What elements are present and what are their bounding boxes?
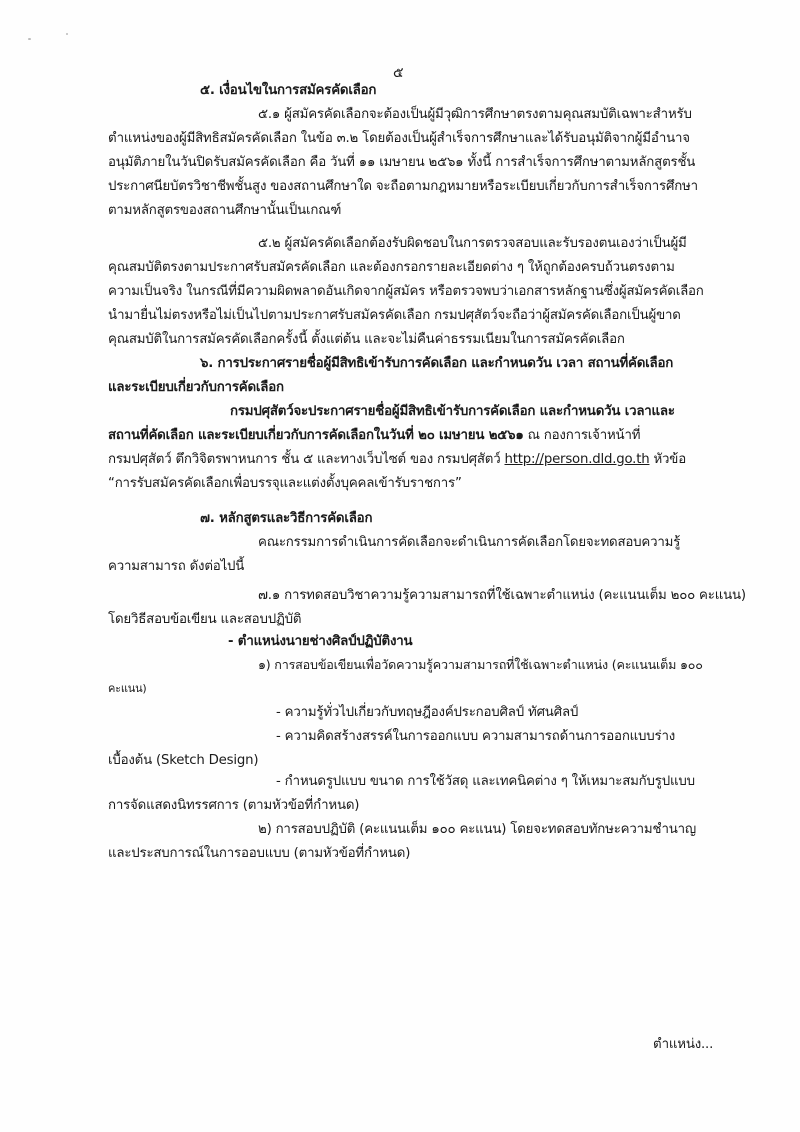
written-exam-line: คะแนน) — [108, 682, 147, 695]
position-title: - ตำแหน่งนายช่างศิลป์ปฏิบัติงาน — [228, 634, 413, 649]
location-text: กรมปศุสัตว์ ตึกวิจิตรพาหนการ ชั้น ๕ และทางเว็บไซต์ ของ กรมปศุสัตว์ — [108, 452, 505, 467]
written-exam-line: ๑) การสอบข้อเขียนเพื่อวัดความรู้ความสามารถที่ใช้เฉพาะตำแหน่ง (คะแนนเต็ม ๑๐๐ — [258, 657, 703, 672]
practical-exam-line: ๒) การสอบปฏิบัติ (คะแนนเต็ม ๑๐๐ คะแนน) โดยจะทดสอบทักษะความชำนาญ — [258, 822, 697, 837]
paragraph-5-1-line: ๕.๑ ผู้สมัครคัดเลือกจะต้องเป็นผู้มีวุฒิการศึกษาตรงตามคุณสมบัติเฉพาะสำหรับ — [258, 107, 692, 122]
paragraph-7-1-line: ๗.๑ การทดสอบวิชาความรู้ความสามารถที่ใช้เฉพาะตำแหน่ง (คะแนนเต็ม ๒๐๐ คะแนน) — [258, 588, 746, 603]
paragraph-5-2-line: นำมายื่นไม่ตรงหรือไม่เป็นไปตามประกาศรับสมัครคัดเลือก กรมปศุสัตว์จะถือว่าผู้สมัครคัดเลือกเป็นผู้ขาด — [108, 308, 681, 323]
page-number: ๕ — [393, 65, 404, 81]
section-6-body-line: กรมปศุสัตว์จะประกาศรายชื่อผู้มีสิทธิเข้ารับการคัดเลือก และกำหนดวัน เวลาและ — [230, 404, 675, 419]
section-7-intro-line: ความสามารถ ดังต่อไปนี้ — [108, 559, 245, 574]
section-6-body-line: “การรับสมัครคัดเลือกเพื่อบรรจุและแต่งตั้งบุคคลเข้ารับราชการ” — [108, 476, 462, 491]
exam-topic: - ความรู้ทั่วไปเกี่ยวกับทฤษฎีองค์ประกอบศิลป์ ทัศนศิลป์ — [276, 705, 579, 720]
section-7-intro-line: คณะกรรมการดำเนินการคัดเลือกจะดำเนินการคัดเลือกโดยจะทดสอบความรู้ — [258, 535, 681, 550]
website-link[interactable]: http://person.dld.go.th — [504, 452, 650, 467]
exam-topic-cont: เบื้องต้น (Sketch Design) — [108, 753, 259, 768]
exam-topic: - ความคิดสร้างสรรค์ในการออกแบบ ความสามารถด้านการออกแบบร่าง — [276, 729, 676, 744]
exam-topic-cont: การจัดแสดงนิทรรศการ (ตามหัวข้อที่กำหนด) — [108, 798, 360, 813]
paragraph-5-1-line: ประกาศนียบัตรวิชาชีพชั้นสูง ของสถานศึกษาใด จะถือตามกฎหมายหรือระเบียบเกี่ยวกับการสำเร็จการศึกษา — [108, 179, 698, 194]
paragraph-5-2-line: ๕.๒ ผู้สมัครคัดเลือกต้องรับผิดชอบในการตรวจสอบและรับรองตนเองว่าเป็นผู้มี — [258, 236, 687, 251]
section-6-heading-cont: และระเบียบเกี่ยวกับการคัดเลือก — [108, 380, 284, 395]
section-6-heading: ๖. การประกาศรายชื่อผู้มีสิทธิเข้ารับการคัดเลือก และกำหนดวัน เวลา สถานที่คัดเลือก — [200, 356, 674, 371]
exam-topic: - กำหนดรูปแบบ ขนาด การใช้วัสดุ และเทคนิคต่าง ๆ ให้เหมาะสมกับรูปแบบ — [276, 774, 695, 789]
paragraph-5-1-line: อนุมัติภายในวันปิดรับสมัครคัดเลือก คือ วันที่ ๑๑ เมษายน ๒๕๖๑ ทั้งนี้ การสำเร็จการศึกษาตามหลักสูตรชั้น — [108, 155, 696, 170]
section-6-body-line — [108, 427, 640, 445]
section-6-body-line — [108, 451, 686, 469]
practical-exam-line: และประสบการณ์ในการออบแบบ (ตามหัวข้อที่กำหนด) — [108, 846, 411, 861]
scan-speck — [28, 38, 31, 40]
paragraph-7-1-line: โดยวิธีสอบข้อเขียน และสอบปฏิบัติ — [108, 612, 302, 627]
paragraph-5-1-line: ตำแหน่งของผู้มีสิทธิสมัครคัดเลือก ในข้อ ๓.๒ โดยต้องเป็นผู้สำเร็จการศึกษาและได้รับอนุมัติจากผู้มีอำนาจ — [108, 131, 690, 146]
section-5-heading: ๕. เงื่อนไขในการสมัครคัดเลือก — [200, 83, 377, 98]
paragraph-5-2-line: ความเป็นจริง ในกรณีที่มีความผิดพลาดอันเกิดจากผู้สมัคร หรือตรวจพบว่าเอกสารหลักฐานซึ่งผู้สมัครคัดเลือก — [108, 284, 704, 299]
paragraph-5-2-line: คุณสมบัติตรงตามประกาศรับสมัครคัดเลือก และต้องกรอกรายละเอียดต่าง ๆ ให้ถูกต้องครบถ้วนตรงตาม — [108, 260, 675, 275]
announcement-date-text: สถานที่คัดเลือก และระเบียบเกี่ยวกับการคัดเลือกในวันที่ ๒๐ เมษายน ๒๕๖๑ — [108, 428, 524, 443]
topic-label: หัวข้อ — [649, 452, 686, 467]
scan-speck — [66, 33, 68, 35]
office-text: ณ กองการเจ้าหน้าที่ — [523, 428, 641, 443]
paragraph-5-2-line: คุณสมบัติในการสมัครคัดเลือกครั้งนี้ ตั้งแต่ต้น และจะไม่คืนค่าธรรมเนียมในการสมัครคัดเลือก — [108, 332, 625, 347]
section-7-heading: ๗. หลักสูตรและวิธีการคัดเลือก — [200, 511, 373, 526]
continuation-marker: ตำแหน่ง... — [653, 1037, 714, 1052]
paragraph-5-1-line: ตามหลักสูตรของสถานศึกษานั้นเป็นเกณฑ์ — [108, 203, 342, 218]
